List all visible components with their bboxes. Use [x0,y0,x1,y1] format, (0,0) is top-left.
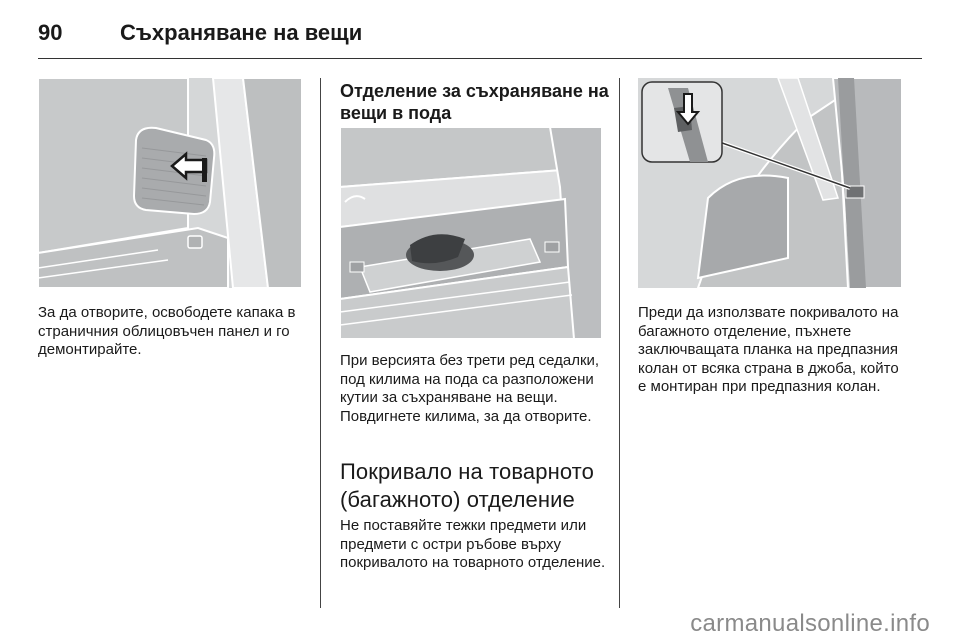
col2-paragraph: При версията без трети ред седалки, под килима на пода са разположени кутии за съхраняване на вещи. Повдигнете килима, за да отворите. [340,352,600,425]
seat-belt-pocket-illustration [638,78,902,288]
page-number: 90 [38,20,63,45]
page-title: Съхраняване на вещи [120,20,363,45]
column-divider [320,78,321,608]
column-divider [619,78,620,608]
underfloor-storage-box-illustration [340,127,602,339]
col3-paragraph: Преди да използвате покривалото на багажното отделение, пъхнете заключващата планка на предпазния колан от всяка страна в джоба, който е монтиран при предпазния колан. [638,304,899,395]
trim-panel-illustration [38,78,302,288]
header-rule [38,58,922,59]
watermark: carmanualsonline.info [690,610,930,637]
page-header [38,14,922,54]
underfloor-storage-illustration [340,127,602,339]
seat-belt-illustration [638,78,902,288]
warning-paragraph: Не поставяйте тежки предмети или предмети с остри ръбове върху покривалото на товарното отделение. [340,517,606,571]
trim-panel-cover-release-illustration [38,78,302,288]
section-subheading: Отделение за съхраняване на вещи в пода [340,81,609,123]
section-heading: Покривало на товарното (багажното) отделение [340,459,594,512]
col1-paragraph: За да отворите, освободете капака в страничния облицовъчен панел и го демонтирайте. [38,304,296,358]
